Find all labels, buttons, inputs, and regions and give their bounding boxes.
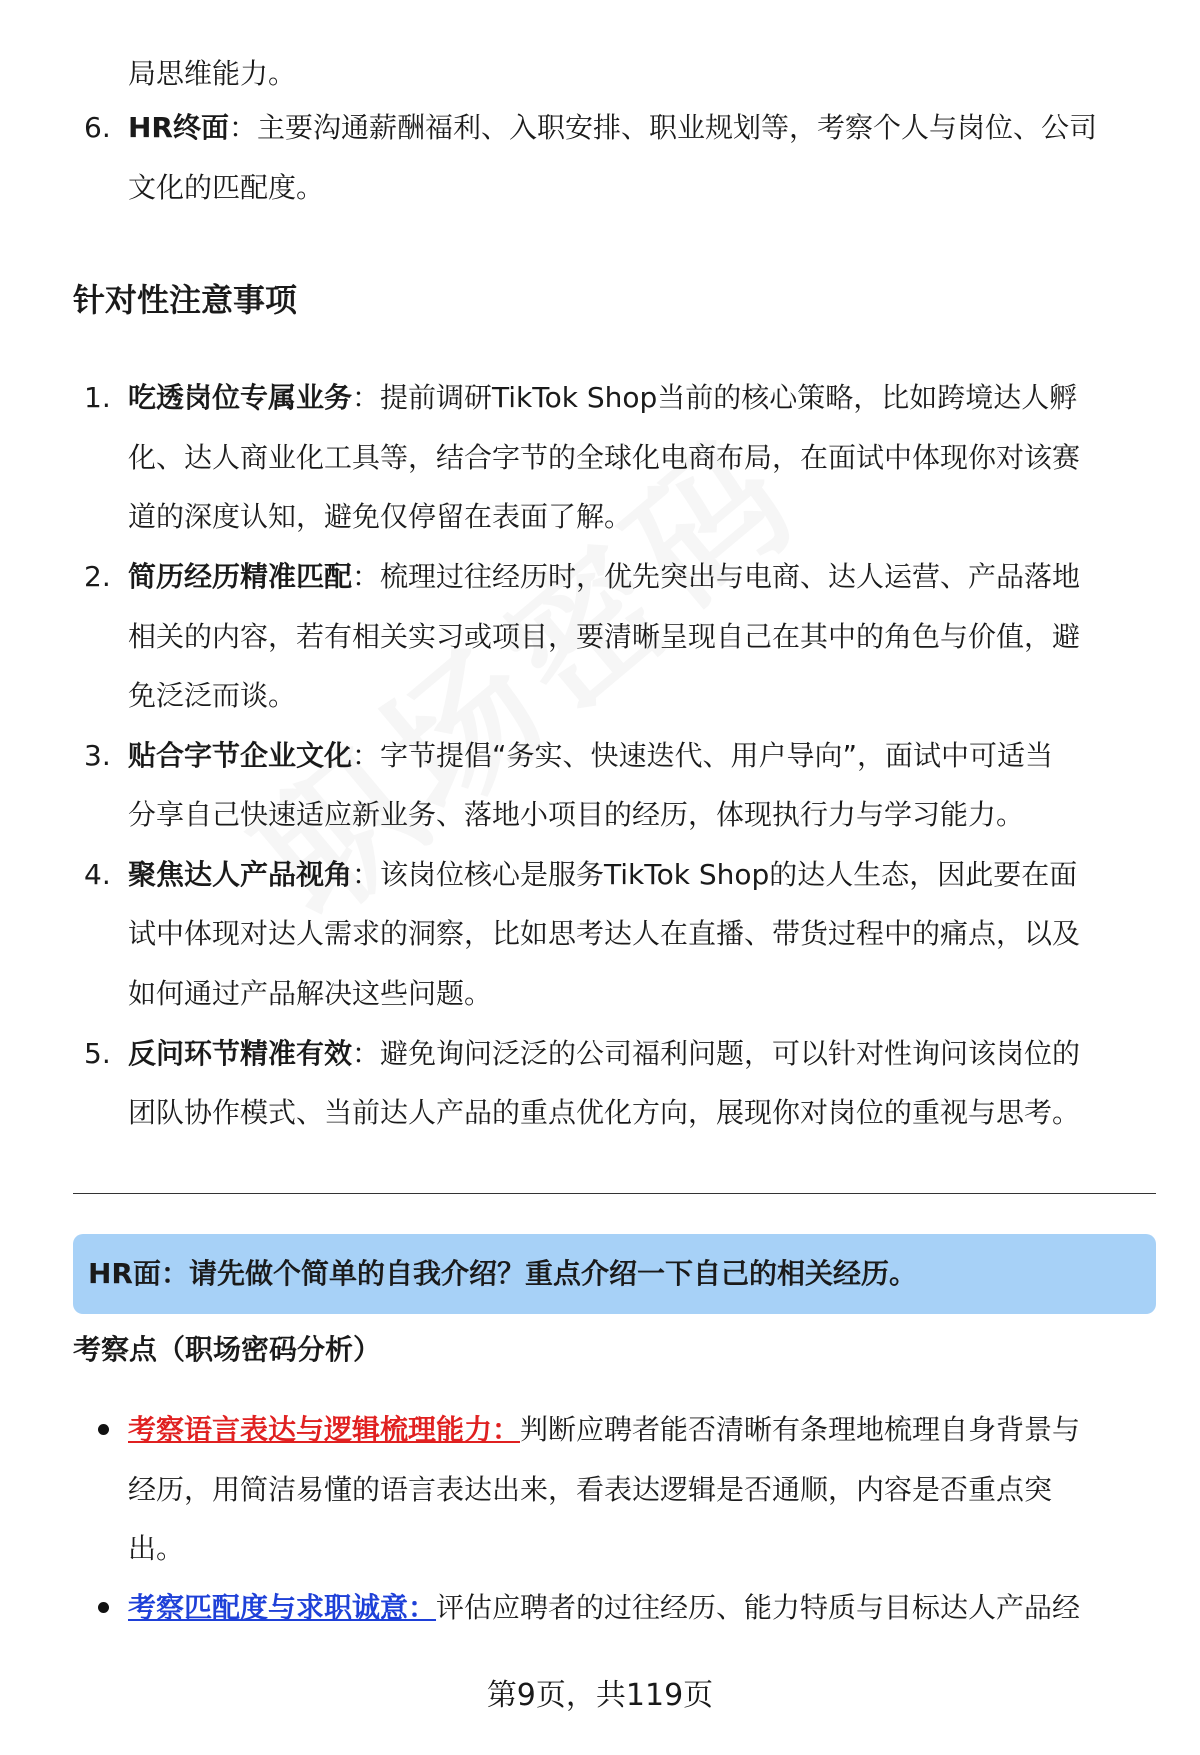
list-item (128, 378, 1077, 418)
text-line: 该岗位核心是服务TikTok Shop的达人生态，因此要在面 (380, 858, 1078, 891)
sub-title: 考察点（职场密码分析） (73, 1333, 382, 1366)
text-line: 避免询问泛泛的公司福利问题，可以针对性询问该岗位的 (380, 1037, 1081, 1070)
text-line: 局思维能力。 (128, 57, 297, 90)
list-number: 5. (84, 1037, 111, 1070)
text-line: 免泛泛而谈。 (128, 679, 297, 712)
item-keyword: HR终面 (128, 111, 229, 144)
point-highlight: 考察匹配度与求职诚意： (128, 1591, 437, 1624)
list-item (128, 1588, 1080, 1628)
page-number: 第9页，共119页 (486, 1678, 714, 1713)
list-number: 6. (84, 111, 111, 144)
text-line: 文化的匹配度。 (128, 171, 325, 204)
text-line: 团队协作模式、当前达人产品的重点优化方向，展现你对岗位的重视与思考。 (128, 1096, 1081, 1129)
list-number: 2. (84, 560, 111, 593)
list-item (128, 855, 1077, 895)
list-number: 4. (84, 858, 111, 891)
question-text: HR面：请先做个简单的自我介绍？重点介绍一下自己的相关经历。 (88, 1257, 917, 1290)
divider (73, 1193, 1156, 1194)
text-line: 分享自己快速适应新业务、落地小项目的经历，体现执行力与学习能力。 (128, 798, 1025, 831)
item-keyword: 聚焦达人产品视角 (128, 858, 353, 891)
separator: ： (352, 739, 381, 772)
section-title: 针对性注意事项 (73, 281, 298, 319)
point-highlight: 考察语言表达与逻辑梳理能力： (128, 1413, 521, 1446)
separator: ： (352, 381, 381, 414)
list-number: 3. (84, 739, 111, 772)
text-line: 字节提倡“务实、快速迭代、用户导向”，面试中可适当 (380, 739, 1054, 772)
text-line: 梳理过往经历时，优先突出与电商、达人运营、产品落地 (380, 560, 1081, 593)
bullet-icon (98, 1602, 109, 1613)
item-keyword: 贴合字节企业文化 (128, 739, 353, 772)
text-line: 判断应聘者能否清晰有条理地梳理自身背景与 (520, 1413, 1081, 1446)
list-item (128, 557, 1080, 597)
separator: ： (352, 858, 381, 891)
text-line: 道的深度认知，避免仅停留在表面了解。 (128, 500, 633, 533)
text-line: 如何通过产品解决这些问题。 (128, 977, 493, 1010)
item-keyword: 吃透岗位专属业务 (128, 381, 353, 414)
text-line: 试中体现对达人需求的洞察，比如思考达人在直播、带货过程中的痛点，以及 (128, 917, 1081, 950)
text-line: 经历，用简洁易懂的语言表达出来，看表达逻辑是否通顺，内容是否重点突 (128, 1473, 1053, 1506)
list-number: 1. (84, 381, 111, 414)
separator: ： (352, 1037, 381, 1070)
text-line: 主要沟通薪酬福利、入职安排、职业规划等，考察个人与岗位、公司 (257, 111, 1098, 144)
list-item (128, 1410, 1080, 1450)
list-item (128, 108, 1097, 148)
item-keyword: 简历经历精准匹配 (128, 560, 353, 593)
separator: ： (352, 560, 381, 593)
list-item (128, 736, 1053, 776)
item-keyword: 反问环节精准有效 (128, 1037, 353, 1070)
text-line: 化、达人商业化工具等，结合字节的全球化电商布局，在面试中体现你对该赛 (128, 441, 1081, 474)
text-line: 提前调研TikTok Shop当前的核心策略，比如跨境达人孵 (380, 381, 1078, 414)
text-line: 出。 (128, 1532, 185, 1565)
separator: ： (229, 111, 258, 144)
text-line: 相关的内容，若有相关实习或项目，要清晰呈现自己在其中的角色与价值，避 (128, 620, 1081, 653)
list-item (128, 1034, 1080, 1074)
text-line: 评估应聘者的过往经历、能力特质与目标达人产品经 (436, 1591, 1081, 1624)
bullet-icon (98, 1424, 109, 1435)
